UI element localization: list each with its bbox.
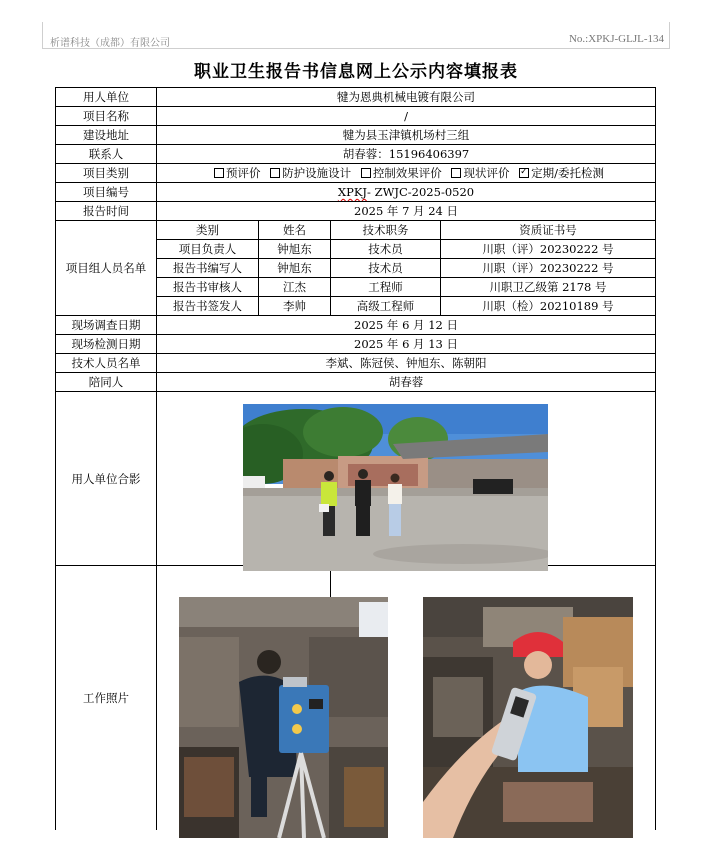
work-photo-right	[423, 597, 633, 838]
survey-date-value: 2025 年 6 月 12 日	[157, 316, 656, 335]
project-number-value	[157, 183, 656, 202]
project-name-label: 项目名称	[56, 107, 157, 126]
project-number-suffix: - ZWJC-2025-0520	[367, 185, 475, 199]
team-header-cert: 资质证书号	[441, 221, 656, 240]
row-address	[56, 126, 656, 145]
crop-mark-right	[669, 22, 670, 48]
member-role: 报告书签发人	[157, 297, 259, 316]
team-header-row	[56, 221, 656, 240]
member-cert: 川职（评）20230222 号	[441, 240, 656, 259]
group-photo	[243, 404, 548, 571]
work-photos-label: 工作照片	[56, 566, 157, 831]
contact-value: 胡春蓉：15196406397	[157, 145, 656, 164]
project-number-prefix: XPKJ	[337, 185, 368, 199]
escort-value: 胡春蓉	[157, 373, 656, 392]
row-project-name	[56, 107, 656, 126]
member-role: 报告书审核人	[157, 278, 259, 297]
work-photo-left	[179, 597, 388, 838]
group-photo-label: 用人单位合影	[56, 392, 157, 566]
project-number-label: 项目编号	[56, 183, 157, 202]
survey-date-label: 现场调查日期	[56, 316, 157, 335]
option-periodic-testing: 定期/委托检测	[531, 166, 604, 180]
row-report-time	[56, 202, 656, 221]
technicians-label: 技术人员名单	[56, 354, 157, 373]
page-title: 职业卫生报告书信息网上公示内容填报表	[194, 62, 518, 82]
header-company: 析谱科技（成都）有限公司	[50, 38, 170, 49]
test-date-value: 2025 年 6 月 13 日	[157, 335, 656, 354]
member-title: 高级工程师	[331, 297, 441, 316]
member-cert: 川职（评）20230222 号	[441, 259, 656, 278]
report-time-value: 2025 年 7 月 24 日	[157, 202, 656, 221]
project-type-options	[157, 164, 656, 183]
test-date-label: 现场检测日期	[56, 335, 157, 354]
row-employer	[56, 88, 656, 107]
report-time-label: 报告时间	[56, 202, 157, 221]
escort-label: 陪同人	[56, 373, 157, 392]
team-header-title: 技术职务	[331, 221, 441, 240]
row-survey-date	[56, 316, 656, 335]
row-test-date	[56, 335, 656, 354]
option-control-effect: 控制效果评价	[372, 166, 442, 180]
member-name: 钟旭东	[259, 259, 331, 278]
team-header-role: 类别	[157, 221, 259, 240]
header-rule	[42, 48, 670, 49]
crop-mark-left	[42, 22, 43, 48]
checkbox-protection-design[interactable]	[270, 168, 280, 178]
checkbox-pre-evaluation[interactable]	[214, 168, 224, 178]
member-cert: 川职卫乙级第 2178 号	[441, 278, 656, 297]
option-status-evaluation: 现状评价	[463, 166, 510, 180]
row-escort	[56, 373, 656, 392]
row-project-type	[56, 164, 656, 183]
employer-value: 犍为恩典机械电镀有限公司	[157, 88, 656, 107]
option-pre-evaluation: 预评价	[226, 166, 261, 180]
row-project-number	[56, 183, 656, 202]
employer-label: 用人单位	[56, 88, 157, 107]
checkbox-periodic-testing[interactable]	[519, 168, 529, 178]
member-title: 技术员	[331, 240, 441, 259]
member-name: 李帅	[259, 297, 331, 316]
address-value: 犍为县玉津镇机场村三组	[157, 126, 656, 145]
member-name: 江杰	[259, 278, 331, 297]
contact-label: 联系人	[56, 145, 157, 164]
member-role: 项目负责人	[157, 240, 259, 259]
member-name: 钟旭东	[259, 240, 331, 259]
project-type-label: 项目类别	[56, 164, 157, 183]
row-contact	[56, 145, 656, 164]
team-header-name: 姓名	[259, 221, 331, 240]
team-label: 项目组人员名单	[56, 221, 157, 316]
member-cert: 川职（检）20210189 号	[441, 297, 656, 316]
header-doc-number: No.:XPKJ-GLJL-134	[568, 33, 664, 45]
technicians-value: 李斌、陈冠侯、钟旭东、陈朝阳	[157, 354, 656, 373]
member-title: 技术员	[331, 259, 441, 278]
checkbox-control-effect[interactable]	[361, 168, 371, 178]
member-role: 报告书编写人	[157, 259, 259, 278]
member-title: 工程师	[331, 278, 441, 297]
row-technicians	[56, 354, 656, 373]
project-name-value: /	[157, 107, 656, 126]
address-label: 建设地址	[56, 126, 157, 145]
checkbox-status-evaluation[interactable]	[451, 168, 461, 178]
option-protection-design: 防护设施设计	[282, 166, 352, 180]
